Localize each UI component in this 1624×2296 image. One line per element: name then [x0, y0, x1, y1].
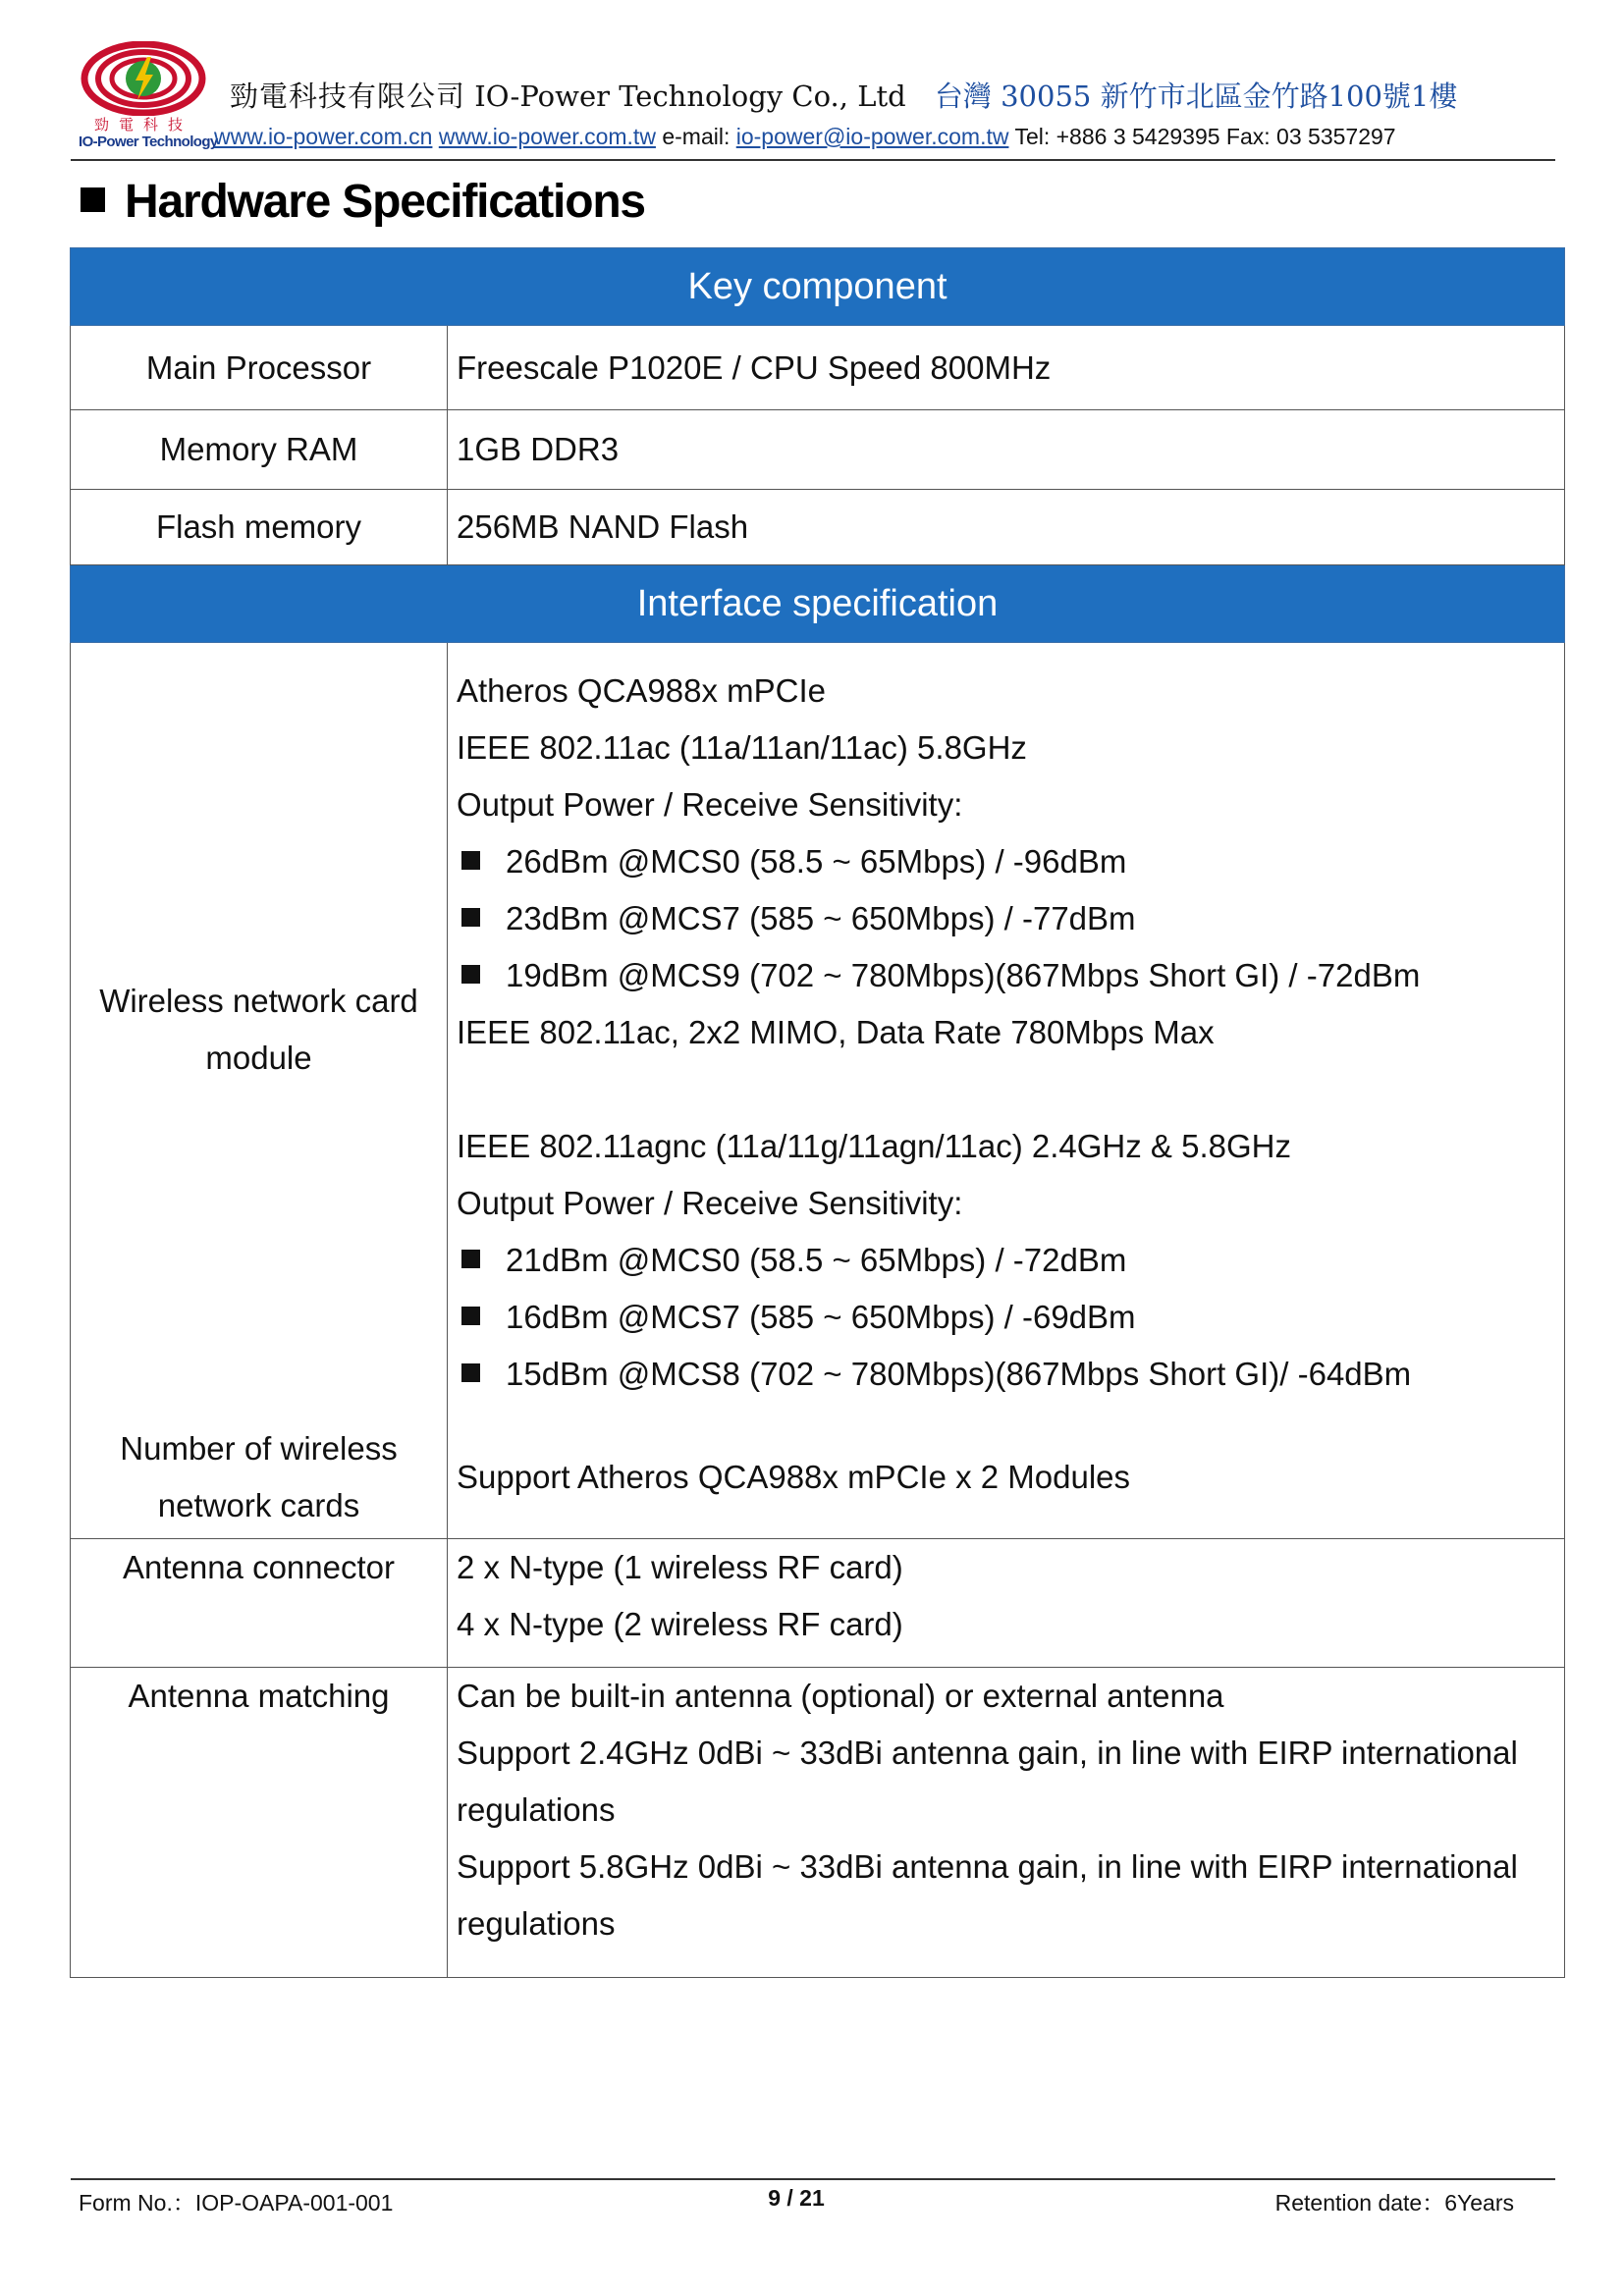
antenna-connector-label: Antenna connector: [71, 1539, 448, 1668]
tel-fax: Tel: +886 3 5429395 Fax: 03 5357297: [1014, 124, 1396, 149]
spec-line: Support 5.8GHz 0dBi ~ 33dBi antenna gain, in line with EIRP international: [457, 1848, 1518, 1885]
spec-line: regulations: [457, 1791, 616, 1828]
section-title: [81, 175, 645, 229]
main-processor-label: Main Processor: [71, 326, 448, 410]
email-link[interactable]: io-power@io-power.com.tw: [735, 124, 1009, 149]
bullet-item: 19dBm @MCS9 (702 ~ 780Mbps)(867Mbps Short GI) / -72dBm: [457, 947, 1556, 1004]
spec-line: IEEE 802.11ac (11a/11an/11ac) 5.8GHz: [457, 729, 1027, 766]
section-title-text: Hardware Specifications: [125, 176, 645, 228]
bullet-item: 15dBm @MCS8 (702 ~ 780Mbps)(867Mbps Short GI)/ -64dBm: [457, 1346, 1556, 1403]
table-row: [71, 1415, 1565, 1539]
page-header: [71, 33, 1555, 159]
website-cn-link[interactable]: www.io-power.com.cn: [214, 124, 433, 149]
flash-label: Flash memory: [71, 490, 448, 565]
wireless-module-value: [448, 643, 1565, 1416]
company-name-cn: 勁電科技有限公司: [230, 80, 466, 113]
square-bullet-icon: [461, 1363, 480, 1382]
bullet-item: 23dBm @MCS7 (585 ~ 650Mbps) / -77dBm: [457, 890, 1556, 947]
num-cards-label-line: network cards: [157, 1486, 360, 1523]
wireless-label-line: Wireless network card: [99, 982, 418, 1019]
square-bullet-icon: [461, 851, 480, 870]
interface-heading: Interface specification: [71, 565, 1565, 643]
key-component-header-row: [71, 248, 1565, 326]
interface-header-row: [71, 565, 1565, 643]
wireless-label-line: module: [205, 1039, 312, 1076]
bullet-item: 21dBm @MCS0 (58.5 ~ 65Mbps) / -72dBm: [457, 1232, 1556, 1289]
spec-line: Output Power / Receive Sensitivity:: [457, 1185, 963, 1221]
company-name-en: IO-Power Technology Co., Ltd: [474, 80, 906, 113]
spacer: [457, 1061, 1556, 1118]
website-tw-link[interactable]: www.io-power.com.tw: [438, 124, 656, 149]
memory-value: 1GB DDR3: [448, 410, 1565, 490]
spec-line: IEEE 802.11ac, 2x2 MIMO, Data Rate 780Mbps Max: [457, 1014, 1215, 1050]
logo-chinese-text: 勁電科技: [93, 116, 192, 133]
table-row: [71, 1539, 1565, 1668]
table-row: [71, 1668, 1565, 1978]
company-address: 台灣 30055 新竹市北區金竹路100號1樓: [934, 80, 1458, 113]
page-number: 9 / 21: [768, 2185, 825, 2211]
header-divider: [71, 159, 1555, 161]
antenna-connector-value: [448, 1539, 1565, 1668]
table-row: [71, 326, 1565, 410]
spec-line: Output Power / Receive Sensitivity:: [457, 786, 963, 823]
antenna-matching-label: Antenna matching: [71, 1668, 448, 1978]
spec-line: IEEE 802.11agnc (11a/11g/11agn/11ac) 2.4GHz & 5.8GHz: [457, 1128, 1291, 1164]
num-cards-label: [71, 1415, 448, 1539]
form-number: Form No.：IOP-OAPA-001-001: [79, 2190, 394, 2216]
square-bullet-icon: [461, 1250, 480, 1268]
square-bullet-icon: [461, 965, 480, 984]
spec-line: Support 2.4GHz 0dBi ~ 33dBi antenna gain, in line with EIRP international: [457, 1735, 1518, 1771]
square-bullet-icon: [461, 908, 480, 927]
spec-line: 2 x N-type (1 wireless RF card): [457, 1549, 903, 1585]
flash-value: 256MB NAND Flash: [448, 490, 1565, 565]
footer-divider: [71, 2178, 1555, 2180]
page-footer: [79, 2185, 1514, 2218]
retention-date: Retention date：6Years: [1274, 2190, 1514, 2216]
logo-emblem-icon: [79, 41, 208, 116]
spec-line: Atheros QCA988x mPCIe: [457, 672, 826, 709]
num-cards-label-line: Number of wireless: [120, 1429, 398, 1467]
contact-line: [214, 124, 1396, 150]
bullet-item: 26dBm @MCS0 (58.5 ~ 65Mbps) / -96dBm: [457, 833, 1556, 890]
spec-line: Can be built-in antenna (optional) or external antenna: [457, 1678, 1224, 1714]
spec-line: regulations: [457, 1905, 616, 1942]
antenna-matching-value: [448, 1668, 1565, 1978]
company-logo: [79, 41, 218, 150]
spec-table: [70, 247, 1565, 1978]
company-name-line: [230, 75, 1457, 115]
memory-label: Memory RAM: [71, 410, 448, 490]
main-processor-value: Freescale P1020E / CPU Speed 800MHz: [448, 326, 1565, 410]
num-cards-value: Support Atheros QCA988x mPCIe x 2 Modules: [448, 1415, 1565, 1539]
table-row: [71, 410, 1565, 490]
table-row: [71, 490, 1565, 565]
wireless-module-label: [71, 643, 448, 1416]
table-row: [71, 643, 1565, 1416]
key-component-heading: Key component: [71, 248, 1565, 326]
logo-english-text: IO-Power Technology: [79, 133, 218, 150]
email-label: e-mail:: [662, 124, 731, 149]
square-bullet-icon: [81, 187, 105, 212]
square-bullet-icon: [461, 1307, 480, 1325]
spec-line: 4 x N-type (2 wireless RF card): [457, 1606, 903, 1642]
bullet-item: 16dBm @MCS7 (585 ~ 650Mbps) / -69dBm: [457, 1289, 1556, 1346]
